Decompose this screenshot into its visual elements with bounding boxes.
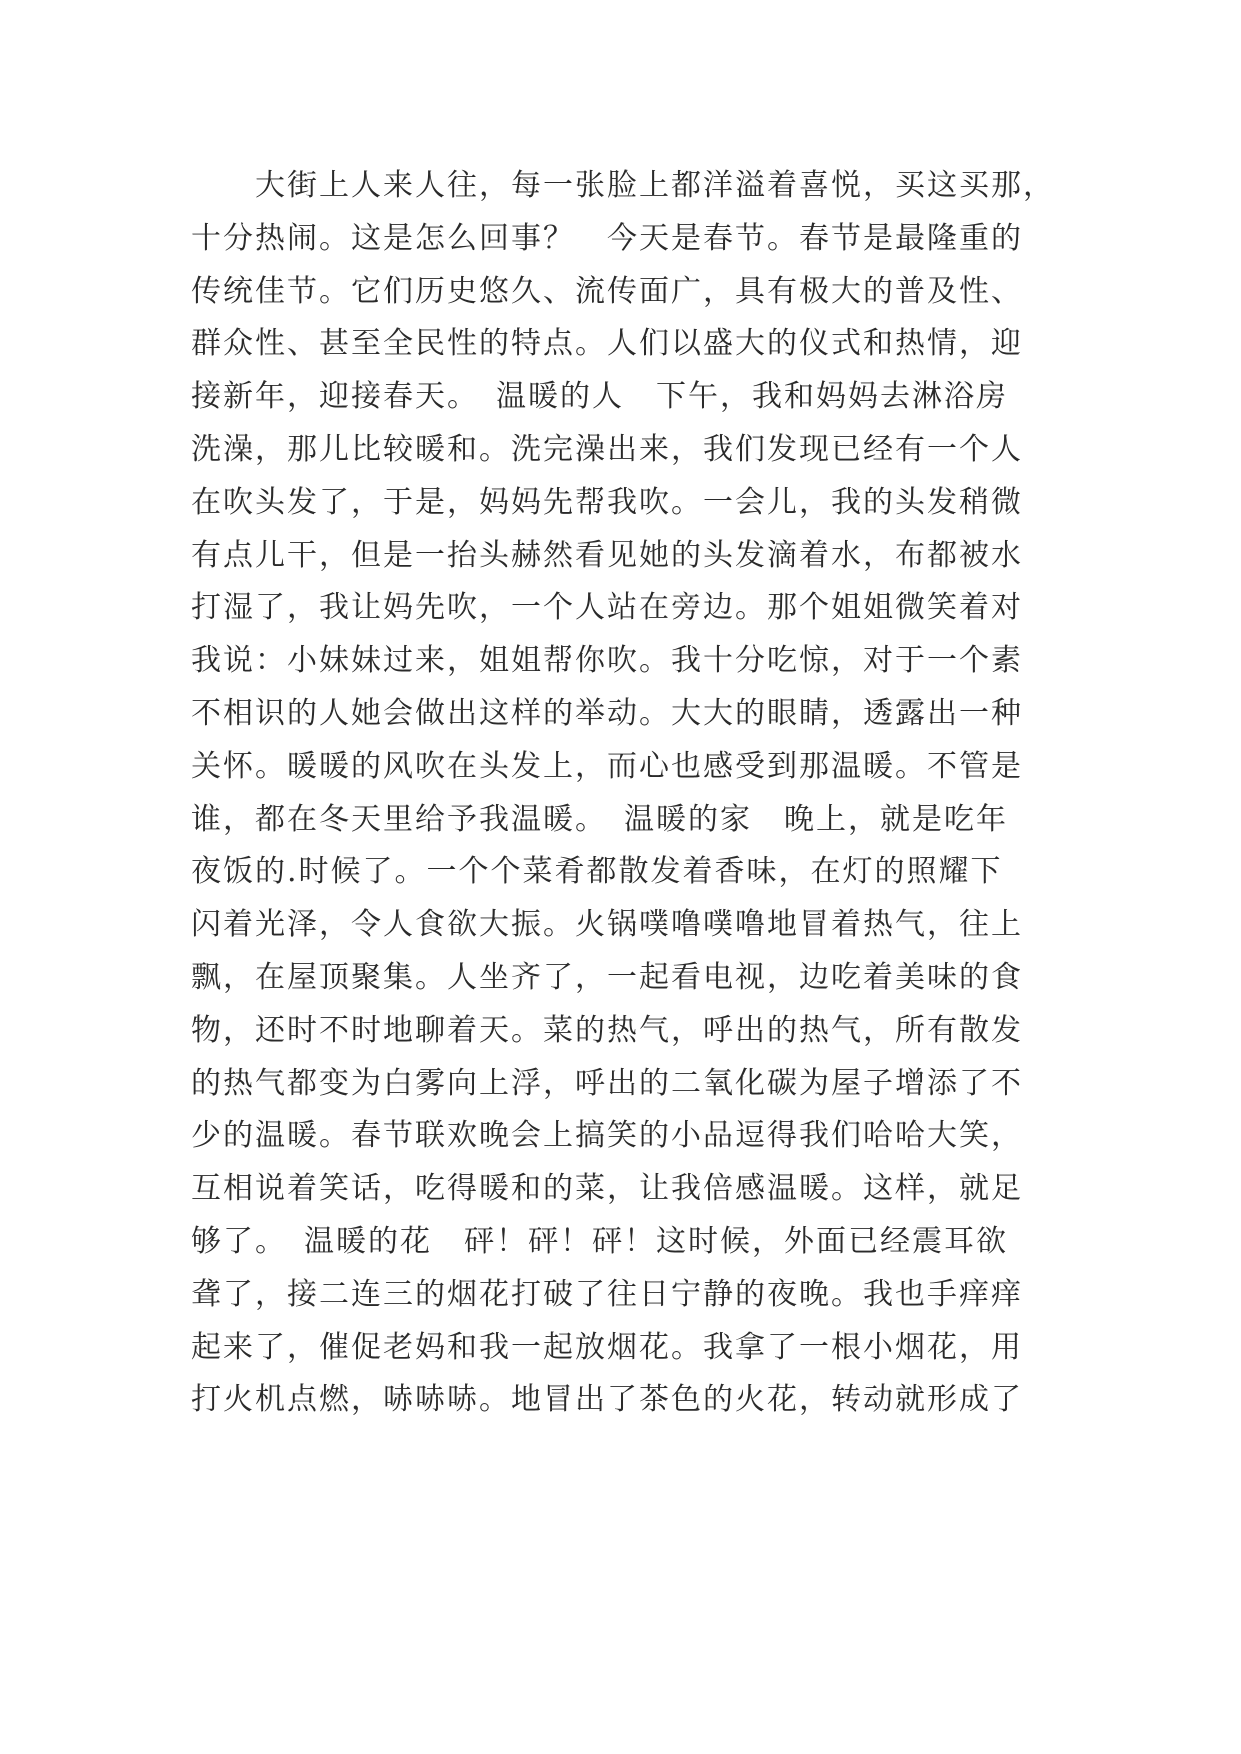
text-line: 不相识的人她会做出这样的举动。大大的眼睛，透露出一种: [191, 695, 1023, 731]
text-line: 关怀。暖暖的风吹在头发上，而心也感受到那温暖。不管是: [191, 748, 1023, 784]
text-line: 起来了，催促老妈和我一起放烟花。我拿了一根小烟花，用: [191, 1329, 1023, 1365]
text-line: 夜饭的.时候了。一个个菜肴都散发着香味，在灯的照耀下: [191, 854, 1003, 890]
text-line: 大街上人来人往，每一张脸上都洋溢着喜悦，买这买那，: [191, 168, 1055, 203]
text-line: 聋了，接二连三的烟花打破了往日宁静的夜晚。我也手痒痒: [191, 1276, 1023, 1312]
text-line: 打火机点燃，哧哧哧。地冒出了茶色的火花，转动就形成了: [191, 1382, 1023, 1418]
text-line: 闪着光泽，令人食欲大振。火锅噗噜噗噜地冒着热气，往上: [191, 907, 1023, 943]
text-line: 我说：小妹妹过来，姐姐帮你吹。我十分吃惊，对于一个素: [191, 643, 1023, 679]
text-line: 打湿了，我让妈先吹，一个人站在旁边。那个姐姐微笑着对: [191, 590, 1023, 626]
text-line: 少的温暖。春节联欢晚会上搞笑的小品逗得我们哈哈大笑，: [191, 1118, 1023, 1154]
text-line: 在吹头发了，于是，妈妈先帮我吹。一会儿，我的头发稍微: [191, 484, 1023, 520]
text-line: 飘，在屋顶聚集。人坐齐了，一起看电视，边吃着美味的食: [191, 959, 1023, 995]
text-line: 有点儿干，但是一抬头赫然看见她的头发滴着水，布都被水: [191, 537, 1023, 573]
text-line: 群众性、甚至全民性的特点。人们以盛大的仪式和热情，迎: [191, 326, 1023, 362]
body-text: [191, 160, 1071, 1427]
text-line: 十分热闹。这是怎么回事？ 今天是春节。春节是最隆重的: [191, 220, 1023, 256]
text-line: 传统佳节。它们历史悠久、流传面广，具有极大的普及性、: [191, 273, 1023, 309]
text-line: 够了。 温暖的花 砰！砰！砰！这时候，外面已经震耳欲: [191, 1223, 1008, 1259]
text-line: 洗澡，那儿比较暖和。洗完澡出来，我们发现已经有一个人: [191, 431, 1023, 467]
text-line: 的热气都变为白雾向上浮，呼出的二氧化碳为屋子增添了不: [191, 1065, 1023, 1101]
text-line: 谁，都在冬天里给予我温暖。 温暖的家 晚上，就是吃年: [191, 801, 1008, 837]
text-line: 接新年，迎接春天。 温暖的人 下午，我和妈妈去淋浴房: [191, 379, 1008, 415]
text-line: 互相说着笑话，吃得暖和的菜，让我倍感温暖。这样，就足: [191, 1171, 1023, 1207]
text-line: 物，还时不时地聊着天。菜的热气，呼出的热气，所有散发: [191, 1012, 1023, 1048]
